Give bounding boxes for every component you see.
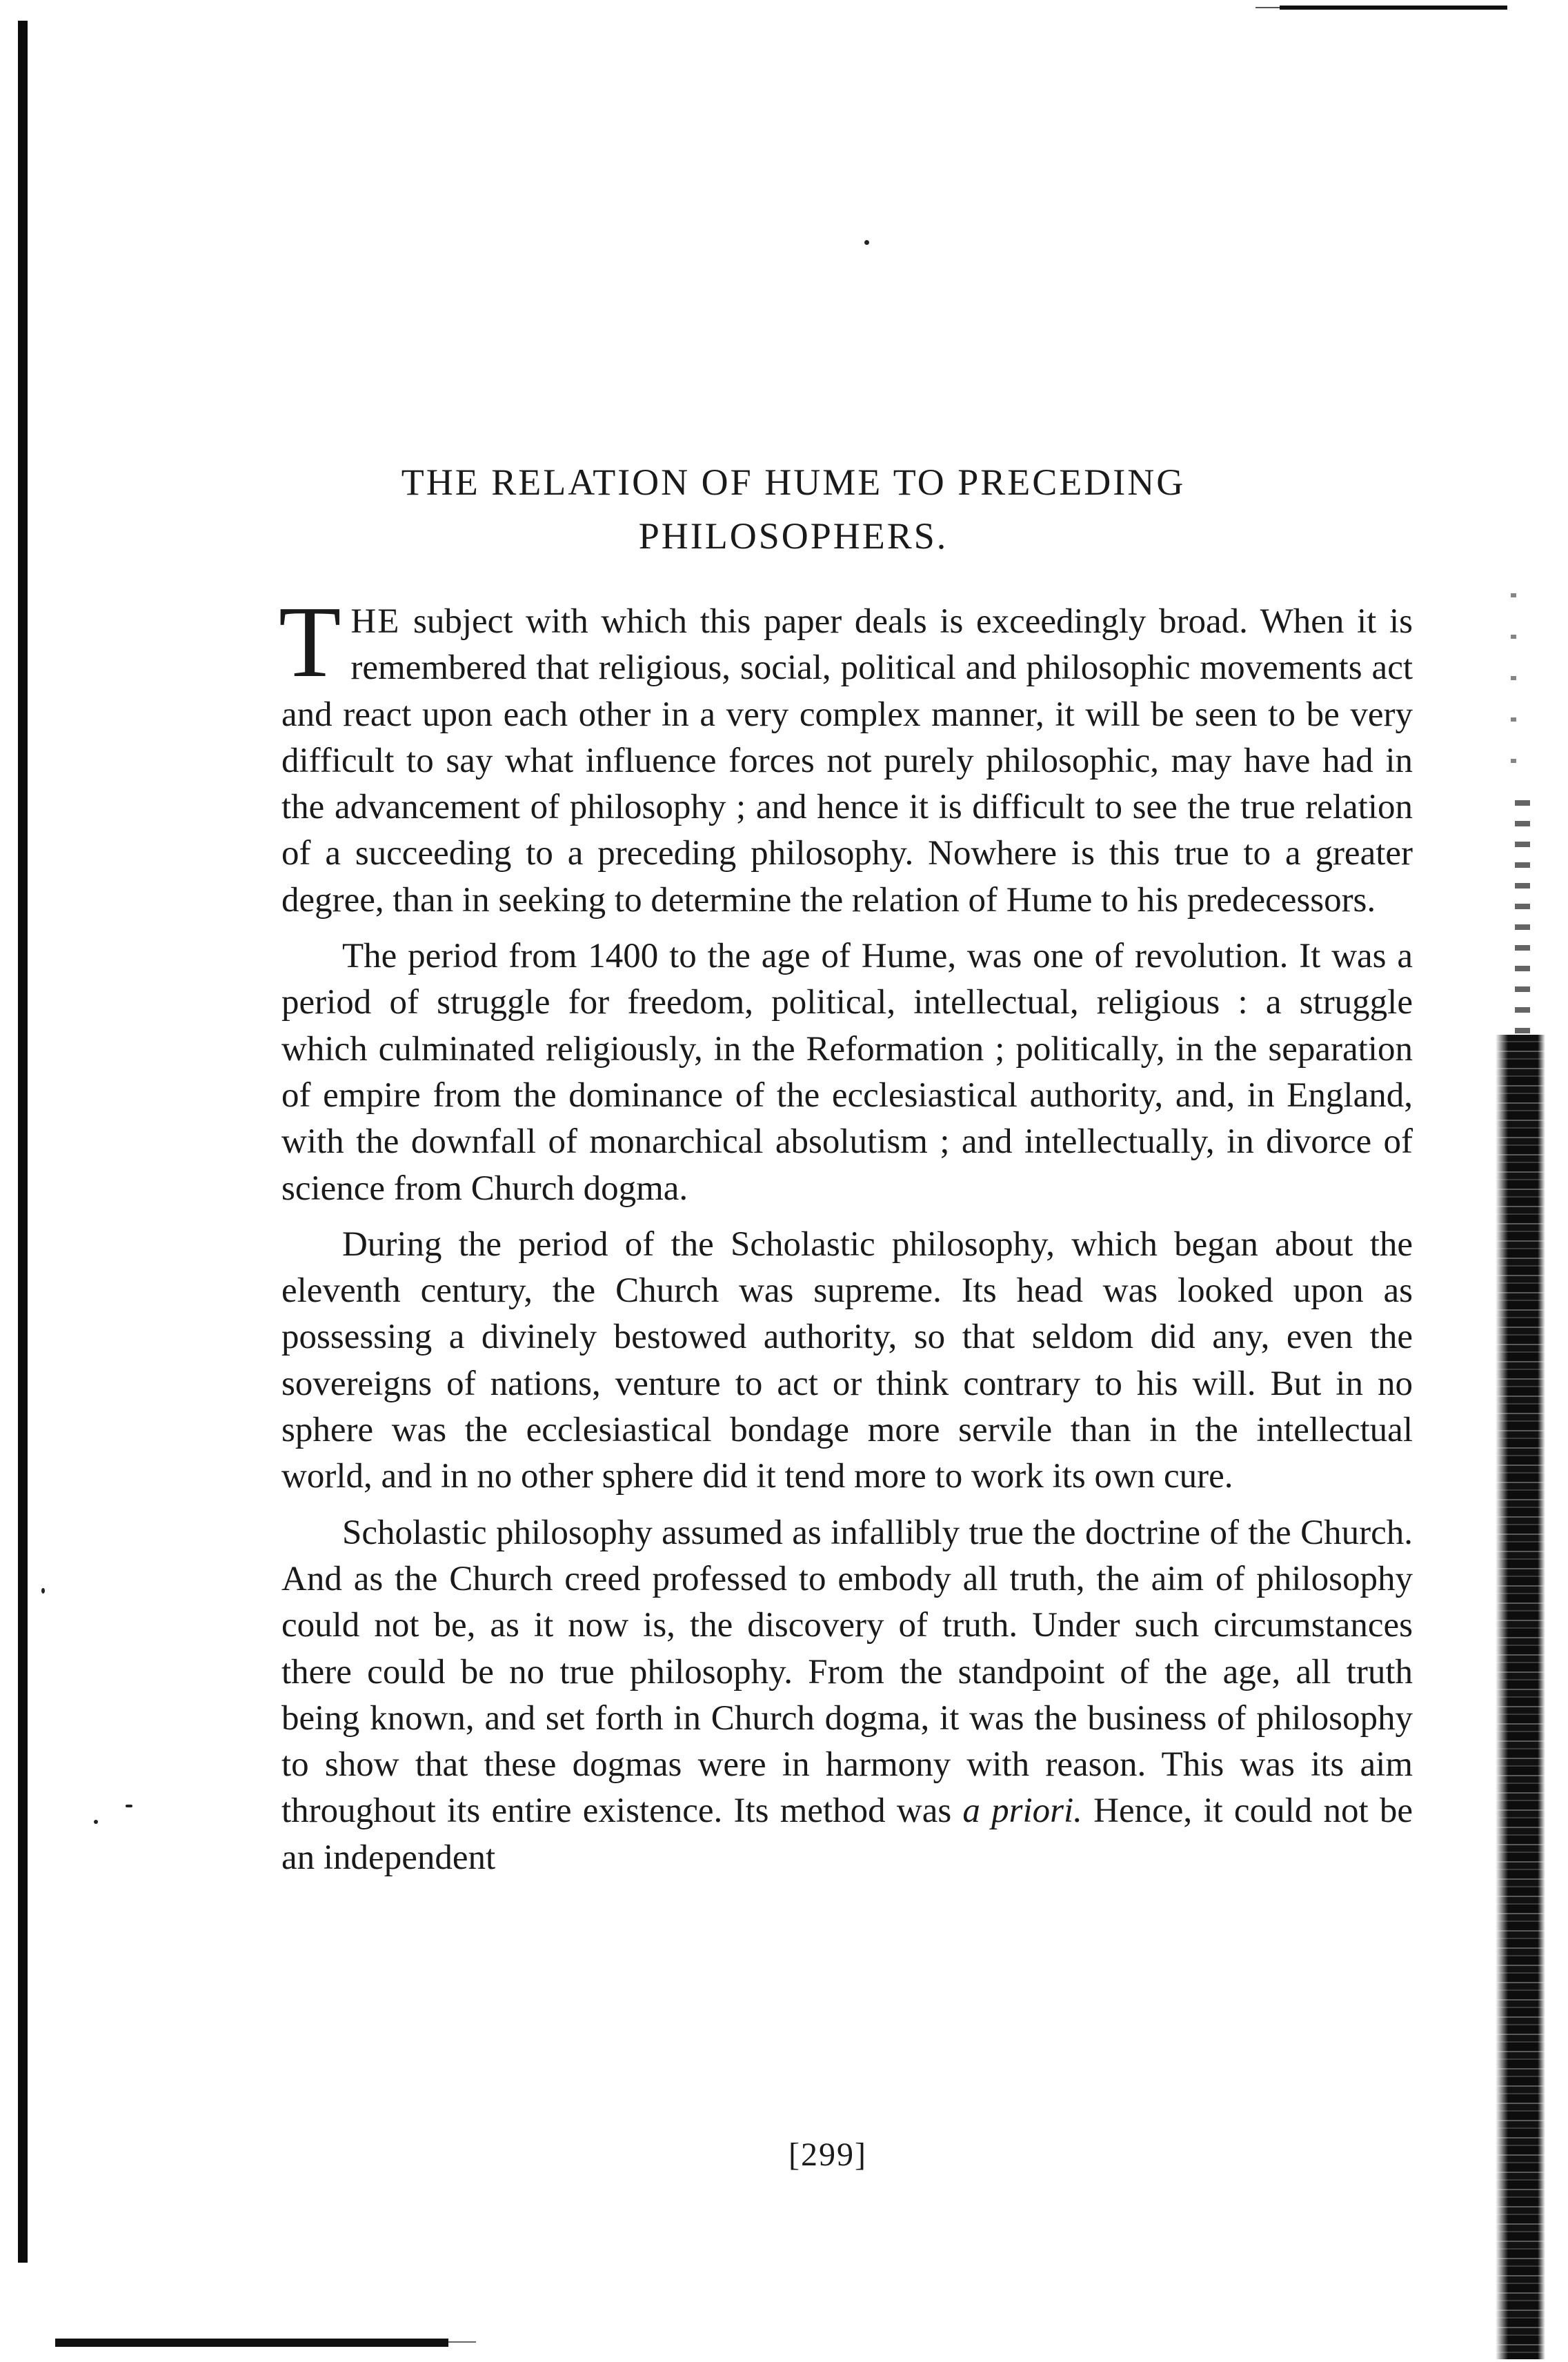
body-text: [279, 586, 1413, 1891]
title-line-1: THE RELATION OF HUME TO PRECEDING: [401, 462, 1186, 503]
paragraph-2: The period from 1400 to the age of Hume, was one of revolution. It was a period of struggle for freedom, political, intellectual, religious : a struggle which culminated religiously, in the Reformation ; politically, in the separation of empire from the dominance of the ecclesiastical authority, and, in England, with the downfall of monarchical absolutism ; and intellectually, in divorce of science from Church dogma.: [281, 937, 1413, 1208]
paragraph-1: [279, 586, 1413, 924]
drop-cap: T: [279, 586, 341, 699]
scan-border-bottom-thin: [448, 2341, 476, 2343]
scan-speck: [41, 1588, 45, 1594]
scan-speck: [864, 240, 869, 245]
lead-caps: HE: [350, 602, 401, 641]
title-line-2: PHILOSOPHERS.: [638, 515, 949, 557]
scan-border-left: [18, 21, 28, 2263]
page-title: [276, 455, 1311, 563]
paragraph-4-text-b: Hence, it could not be an independent: [281, 1792, 1413, 1877]
scan-border-top: [1280, 6, 1507, 10]
scan-speck: [94, 1820, 98, 1824]
scan-border-bottom: [55, 2339, 448, 2347]
scan-border-right: [1496, 1035, 1545, 2359]
italic-term: a priori.: [962, 1792, 1082, 1831]
paragraph-3: During the period of the Scholastic philosophy, which began about the eleventh century, the Church was supreme. Its head was looked upon as possessing a divinely bestowed authority, so that seldom did any, even the sovereigns of nations, venture to act or think contrary to his will. But in no sphere was the ecclesiastical bondage more servile than in the intellectual world, and in no other sphere did it tend more to work its own cure.: [281, 1224, 1413, 1496]
paragraph-1-text: subject with which this paper deals is exceedingly broad. When it is remembered that religious, social, political and philosophic movements act and react upon each other in a very complex manner, it will be seen to be very difficult to say what influence forces not purely philosophic, may have had in the advancement of philosophy ; and hence it is difficult to see the true relation of a succeeding to a preceding philosophy. Nowhere is this true to a greater degree, than in seeking to determine the relation of Hume to his predecessors.: [281, 602, 1413, 920]
page-number: [299]: [788, 2136, 867, 2173]
scan-specks-right: [1511, 593, 1516, 800]
paragraph-4: [281, 1510, 1413, 1881]
scan-border-top-thin: [1256, 7, 1283, 8]
paragraph-4-text-a: Scholastic philosophy assumed as infallibly true the doctrine of the Church. And as the Church creed professed to embody all truth, the aim of philosophy could not be, as it now is, the discovery of truth. Under such circumstances there could be no true philosophy. From the standpoint of the age, all truth being known, and set forth in Church dogma, it was the business of philosophy to show that these dogmas were in harmony with reason. This was its aim throughout its entire existence. Its method was: [281, 1513, 1413, 1831]
scan-border-right-upper: [1515, 800, 1530, 1035]
scan-speck: [126, 1805, 132, 1807]
